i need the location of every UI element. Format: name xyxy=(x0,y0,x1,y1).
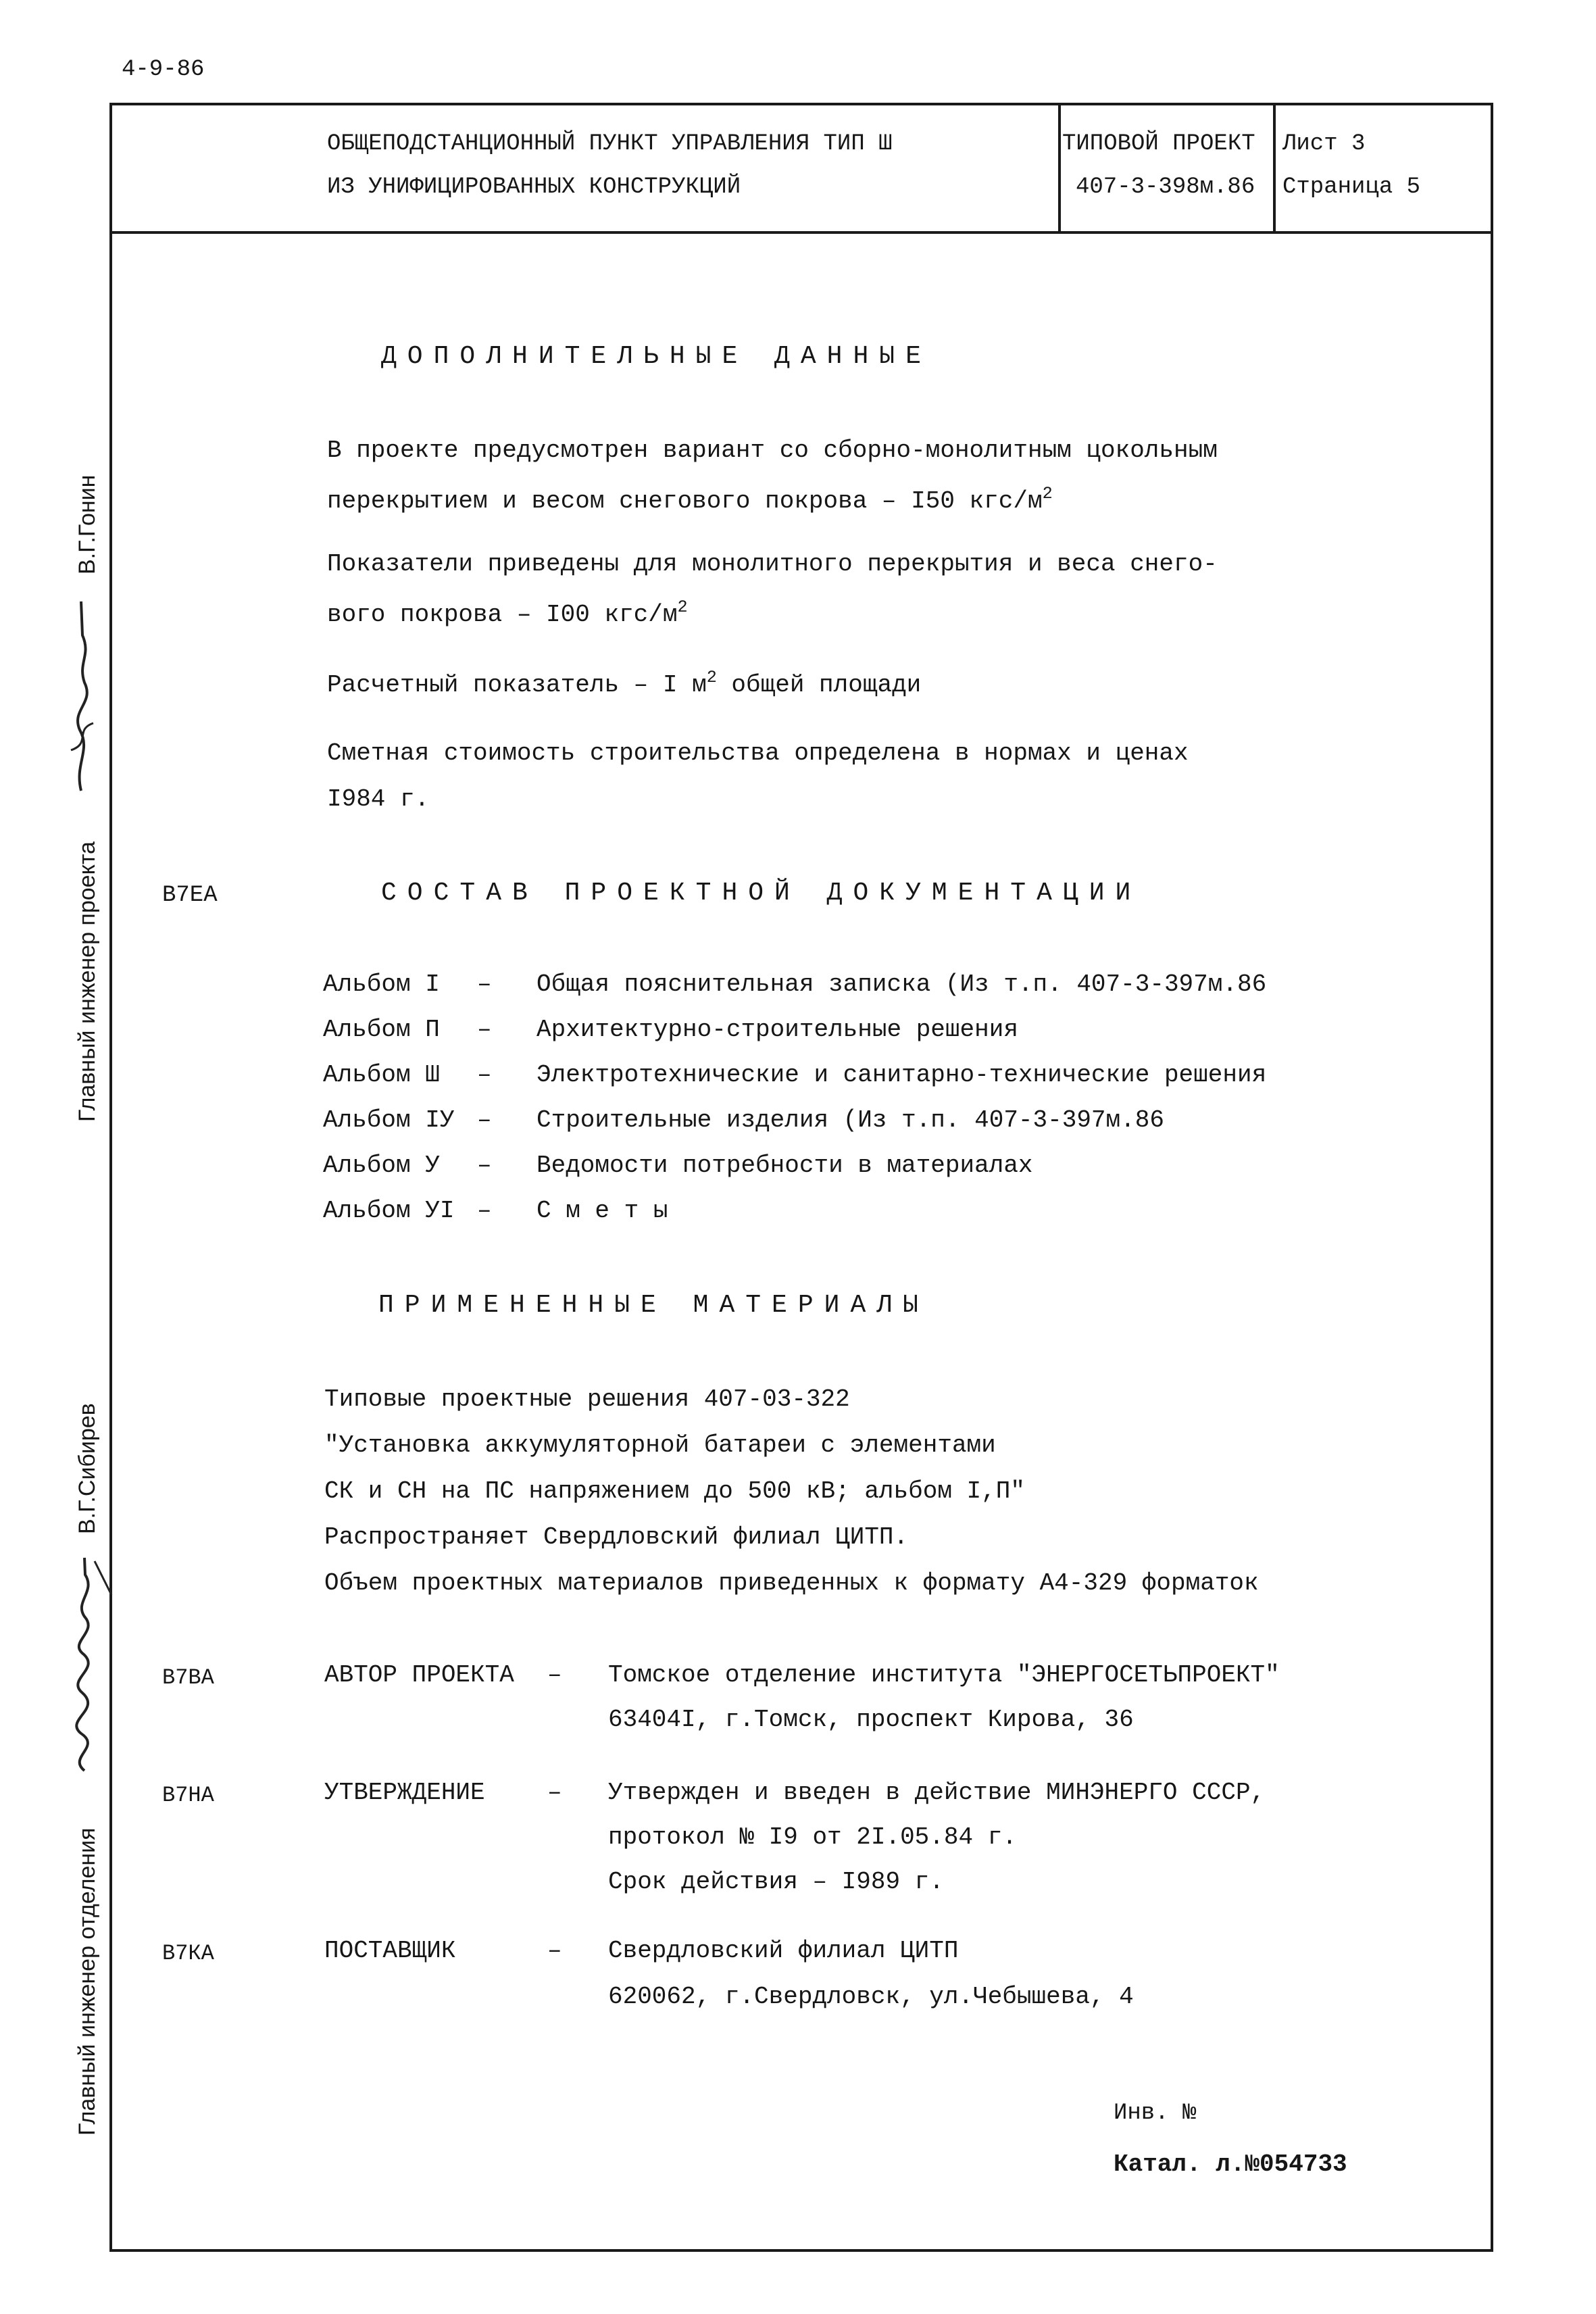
paragraph-line: "Установка аккумуляторной батареи с элементами xyxy=(324,1431,996,1459)
paragraph-line: I984 г. xyxy=(327,785,430,813)
sheet-number: Лист 3 xyxy=(1282,131,1366,157)
dash: – xyxy=(547,1661,562,1689)
header-divider xyxy=(109,231,1493,234)
paragraph-line: СК и СН на ПС напряжением до 500 кВ; альбом I,П" xyxy=(324,1477,1025,1505)
approval-term: Срок действия – I989 г. xyxy=(608,1868,944,1896)
dash: – xyxy=(477,1016,492,1043)
chief-engineer-dept-label: Главный инженер отделения xyxy=(74,1827,100,2136)
album-title: Ведомости потребности в материалах xyxy=(537,1152,1033,1179)
chief-engineer-dept-name: В.Г.Сибирев xyxy=(74,1403,100,1534)
paragraph-line: Распространяет Свердловский филиал ЦИТП. xyxy=(324,1523,909,1551)
dash: – xyxy=(477,1152,492,1179)
paragraph-line: Показатели приведены для монолитного перекрытия и веса снего- xyxy=(327,550,1218,578)
supplier-address: 620062, г.Свердловск, ул.Чебышева, 4 xyxy=(608,1983,1134,2011)
paragraph-line: вого покрова – I00 кгс/$м^2$ xyxy=(327,597,688,629)
section-heading-materials: ПРИМЕНЕННЫЕ МАТЕРИАЛЫ xyxy=(378,1291,929,1320)
album-title: Общая пояснительная записка (Из т.п. 407-3-397м.86 xyxy=(537,970,1267,998)
signature-dept xyxy=(54,1554,115,1777)
project-number: 407-3-398м.86 xyxy=(1076,174,1255,200)
signature-project xyxy=(54,595,108,797)
approval-label: УТВЕРЖДЕНИЕ xyxy=(324,1779,485,1806)
approval-line: Утвержден и введен в действие МИНЭНЕРГО СССР, xyxy=(608,1779,1266,1806)
dash: – xyxy=(477,1061,492,1089)
album-label: Альбом УI xyxy=(323,1197,455,1225)
section-code: В7ЕА xyxy=(162,883,218,908)
author-address: 63404I, г.Томск, проспект Кирова, 36 xyxy=(608,1706,1134,1733)
chief-engineer-project-name: В.Г.Гонин xyxy=(74,474,100,574)
dash: – xyxy=(477,1197,492,1225)
section-code: В7ВА xyxy=(162,1665,214,1690)
document-number: 4-9-86 xyxy=(122,57,205,82)
album-title: С м е т ы xyxy=(537,1197,668,1225)
section-code: В7НА xyxy=(162,1783,214,1808)
header-column-divider xyxy=(1273,103,1276,232)
dash: – xyxy=(477,970,492,998)
album-title: Архитектурно-строительные решения xyxy=(537,1016,1018,1043)
project-label: ТИПОВОЙ ПРОЕКТ xyxy=(1062,131,1255,157)
chief-engineer-project-label: Главный инженер проекта xyxy=(74,841,100,1122)
paragraph-line: Объем проектных материалов приведенных к формату А4-329 форматок xyxy=(324,1569,1259,1597)
title-line-1: ОБЩЕПОДСТАНЦИОННЫЙ ПУНКТ УПРАВЛЕНИЯ ТИП Ш xyxy=(327,131,893,157)
album-title: Электротехнические и санитарно-технические решения xyxy=(537,1061,1267,1089)
supplier-org: Свердловский филиал ЦИТП xyxy=(608,1937,959,1965)
album-label: Альбом П xyxy=(323,1016,440,1043)
section-heading-additional: ДОПОЛНИТЕЛЬНЫЕ ДАННЫЕ xyxy=(381,342,932,371)
author-label: АВТОР ПРОЕКТА xyxy=(324,1661,514,1689)
album-label: Альбом У xyxy=(323,1152,440,1179)
approval-protocol: протокол № I9 от 2I.05.84 г. xyxy=(608,1823,1017,1851)
paragraph-line: Типовые проектные решения 407-03-322 xyxy=(324,1385,850,1413)
paragraph-line: В проекте предусмотрен вариант со сборно-монолитным цокольным xyxy=(327,437,1218,464)
paragraph-line: Сметная стоимость строительства определена в нормах и ценах xyxy=(327,739,1189,767)
album-label: Альбом Ш xyxy=(323,1061,440,1089)
section-code: В7КА xyxy=(162,1941,214,1966)
supplier-label: ПОСТАВЩИК xyxy=(324,1937,456,1965)
catalog-number: Катал. л.№054733 xyxy=(1114,2150,1347,2178)
album-title: Строительные изделия (Из т.п. 407-3-397м.86 xyxy=(537,1106,1164,1134)
paragraph-line: Расчетный показатель – I $м^2$ общей площади xyxy=(327,668,922,699)
dash: – xyxy=(547,1779,562,1806)
section-heading-composition: СОСТАВ ПРОЕКТНОЙ ДОКУМЕНТАЦИИ xyxy=(381,879,1142,908)
author-org: Томское отделение института "ЭНЕРГОСЕТЬПРОЕКТ" xyxy=(608,1661,1280,1689)
title-line-2: ИЗ УНИФИЦИРОВАННЫХ КОНСТРУКЦИЙ xyxy=(327,174,741,200)
dash: – xyxy=(547,1937,562,1965)
album-label: Альбом I xyxy=(323,970,440,998)
page-number: Страница 5 xyxy=(1282,174,1421,200)
inventory-number: Инв. № xyxy=(1114,2100,1197,2126)
header-column-divider xyxy=(1058,103,1061,232)
album-label: Альбом IУ xyxy=(323,1106,455,1134)
dash: – xyxy=(477,1106,492,1134)
paragraph-line: перекрытием и весом снегового покрова – I50 кгс/$м^2$ xyxy=(327,484,1053,515)
